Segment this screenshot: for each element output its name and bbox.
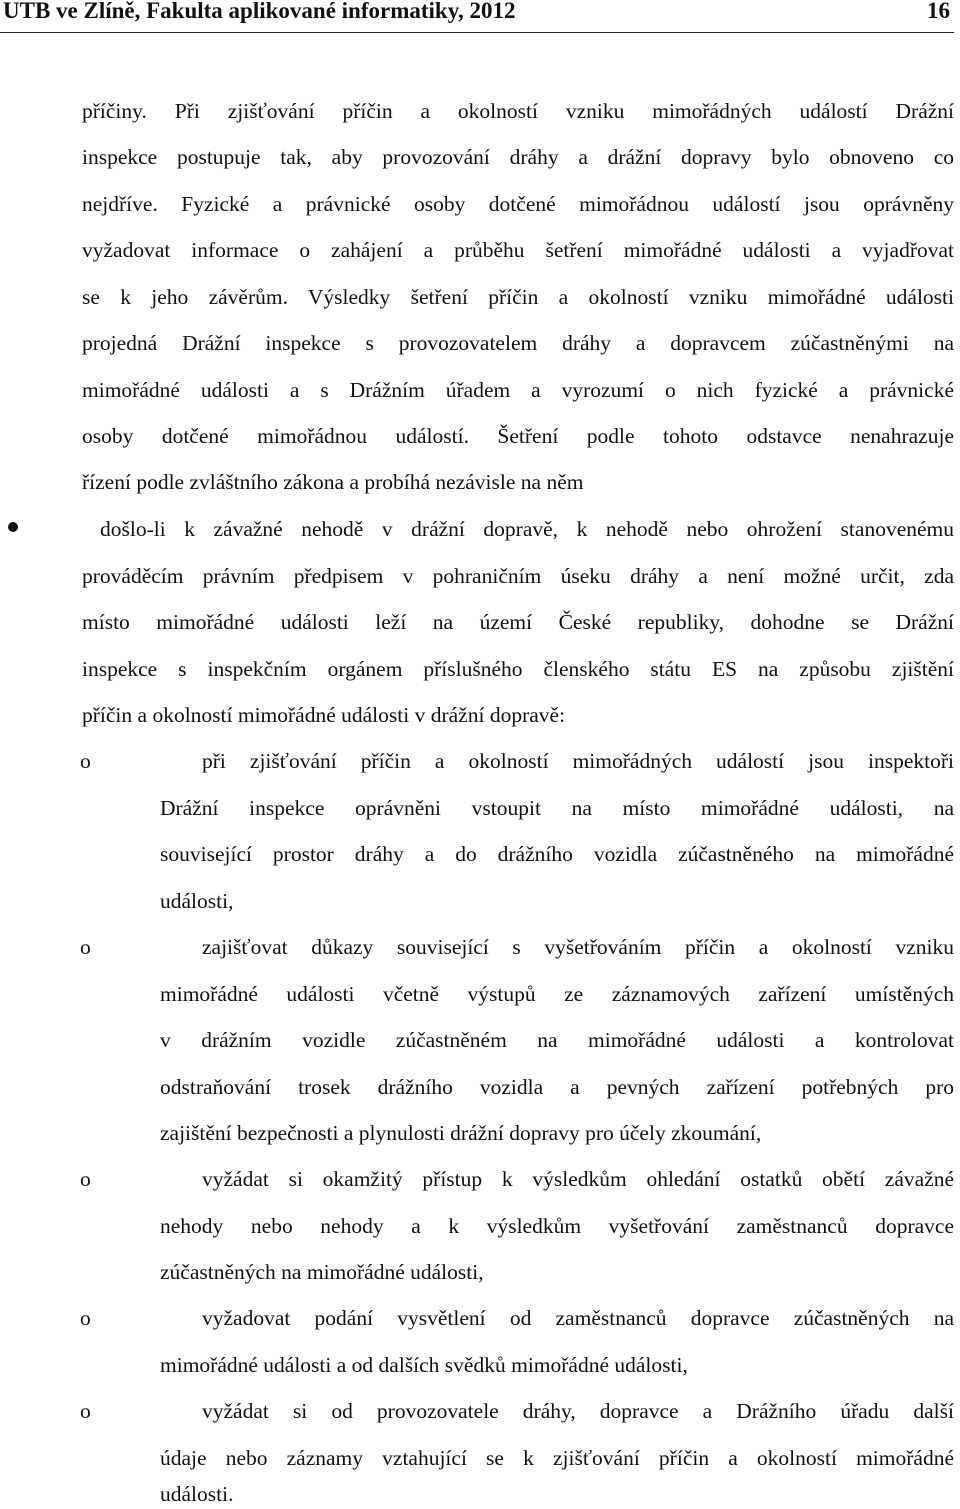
- sub-item-line: v drážním vozidle zúčastněném na mimořádné události a kontrolovat: [160, 1028, 954, 1052]
- bullet-line: inspekce s inspekčním orgánem příslušného členského státu ES na způsobu zjištění: [82, 657, 954, 681]
- sub-item-line: související prostor dráhy a do drážního vozidla zúčastněného na mimořádné: [160, 842, 954, 866]
- sub-item-line: mimořádné události včetně výstupů ze záznamových zařízení umístěných: [160, 982, 954, 1006]
- bullet-line: prováděcím právním předpisem v pohraničním úseku dráhy a není možné určit, zda: [82, 564, 954, 588]
- paragraph-line: vyžadovat informace o zahájení a průběhu šetření mimořádné události a vyjadřovat: [82, 238, 954, 262]
- sub-item-line: při zjišťování příčin a okolností mimořádných událostí jsou inspektoři: [202, 749, 954, 773]
- sub-item-line: zajišťovat důkazy související s vyšetřováním příčin a okolností vzniku: [202, 935, 954, 959]
- circle-bullet-icon: o: [80, 749, 91, 773]
- bullet-line: příčin a okolností mimořádné události v drážní dopravě:: [82, 703, 566, 727]
- circle-bullet-icon: o: [80, 1399, 91, 1423]
- sub-item-line: údaje nebo záznamy vztahující se k zjišťování příčin a okolností mimořádné: [160, 1446, 954, 1470]
- paragraph-line: mimořádné události a s Drážním úřadem a vyrozumí o nich fyzické a právnické: [82, 378, 954, 402]
- bullet-line: místo mimořádné události leží na území České republiky, dohodne se Drážní: [82, 610, 954, 634]
- sub-item-line: vyžadovat podání vysvětlení od zaměstnanců dopravce zúčastněných na: [202, 1306, 954, 1330]
- paragraph-line: řízení podle zvláštního zákona a probíhá nezávisle na něm: [82, 470, 584, 494]
- paragraph-line: příčiny. Při zjišťování příčin a okolností vzniku mimořádných událostí Drážní: [82, 99, 954, 123]
- sub-item-line: vyžádat si okamžitý přístup k výsledkům ohledání ostatků obětí závažné: [202, 1167, 954, 1191]
- bullet-line: došlo-li k závažné nehodě v drážní dopravě, k nehodě nebo ohrožení stanovenému: [100, 517, 954, 541]
- circle-bullet-icon: o: [80, 1306, 91, 1330]
- page-header: [0, 0, 954, 33]
- circle-bullet-icon: o: [80, 1167, 91, 1191]
- sub-item-line: mimořádné události a od dalších svědků mimořádné události,: [160, 1353, 688, 1377]
- sub-item-line: Drážní inspekce oprávněni vstoupit na místo mimořádné události, na: [160, 796, 954, 820]
- sub-item-line: nehody nebo nehody a k výsledkům vyšetřování zaměstnanců dopravce: [160, 1214, 954, 1238]
- sub-item-line: události,: [160, 889, 234, 913]
- sub-item-line: zúčastněných na mimořádné události,: [160, 1260, 484, 1284]
- circle-bullet-icon: o: [80, 935, 91, 959]
- paragraph-line: inspekce postupuje tak, aby provozování dráhy a drážní dopravy bylo obnoveno co: [82, 145, 954, 169]
- sub-item-line: vyžádat si od provozovatele dráhy, dopravce a Drážního úřadu další: [202, 1399, 954, 1423]
- sub-item-line: odstraňování trosek drážního vozidla a pevných zařízení potřebných pro: [160, 1075, 954, 1099]
- header-title: UTB ve Zlíně, Fakulta aplikované informatiky, 2012: [3, 0, 516, 23]
- paragraph-line: osoby dotčené mimořádnou událostí. Šetření podle tohoto odstavce nenahrazuje: [82, 424, 954, 448]
- sub-item-line: zajištění bezpečnosti a plynulosti drážní dopravy pro účely zkoumání,: [160, 1121, 762, 1145]
- sub-item-line: události.: [160, 1482, 234, 1506]
- paragraph-line: nejdříve. Fyzické a právnické osoby dotčené mimořádnou událostí jsou oprávněny: [82, 192, 954, 216]
- page-number: 16: [927, 0, 950, 23]
- bullet-icon: [8, 522, 18, 532]
- paragraph-line: projedná Drážní inspekce s provozovatelem dráhy a dopravcem zúčastněnými na: [82, 331, 954, 355]
- paragraph-line: se k jeho závěrům. Výsledky šetření příčin a okolností vzniku mimořádné události: [82, 285, 954, 309]
